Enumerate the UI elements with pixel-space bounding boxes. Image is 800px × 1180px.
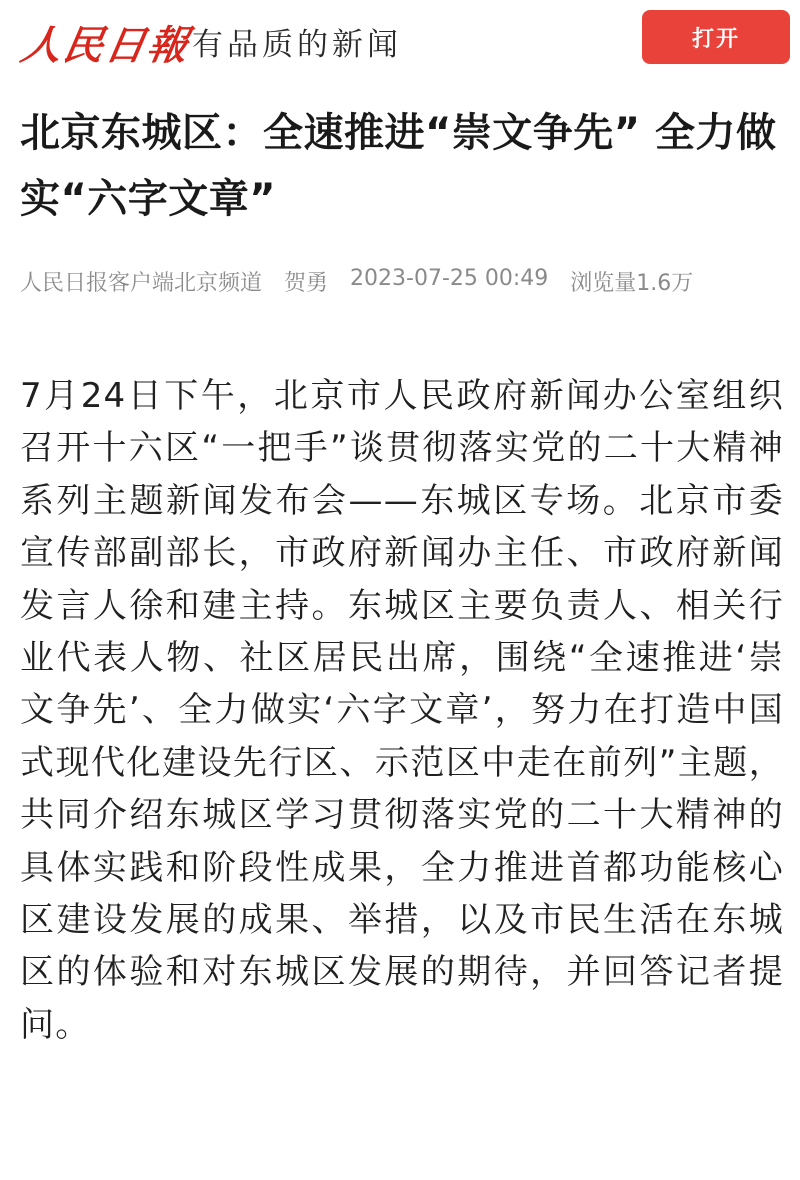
article-meta [20, 266, 790, 297]
article-source[interactable]: 人民日报客户端北京频道 [20, 271, 263, 296]
header-slogan: 有品质的新闻 [192, 27, 402, 63]
article-body: 7月24日下午，北京市人民政府新闻办公室组织召开十六区“一把手”谈贯彻落实党的二十大精神系列主题新闻发布会——东城区专场。北京市委宣传部副部长，市政府新闻办主任、市政府新闻发言人徐和建主持。东城区主要负责人、相关行业代表人物、社区居民出席，围绕“全速推进‘崇文争先’、全力做实‘六字文章’，努力在打造中国式现代化建设先行区、示范区中走在前列”主题，共同介绍东城区学习贯彻落实党的二十大精神的具体实践和阶段性成果，全力推进首都功能核心区建设发展的成果、举措，以及市民生活在东城区的体验和对东城区发展的期待，并回答记者提问。 [20, 376, 784, 1045]
article-views: 浏览量1.6万 [570, 271, 694, 296]
article-datetime: 2023-07-25 00:49 [350, 266, 549, 291]
article-author: 贺勇 [284, 271, 329, 296]
open-app-button[interactable]: 打开 [642, 10, 790, 64]
peoples-daily-logo: 人民日報 [17, 22, 194, 69]
app-header [0, 0, 800, 84]
article-title: 北京东城区：全速推进“崇文争先” 全力做实“六字文章” [20, 110, 777, 222]
